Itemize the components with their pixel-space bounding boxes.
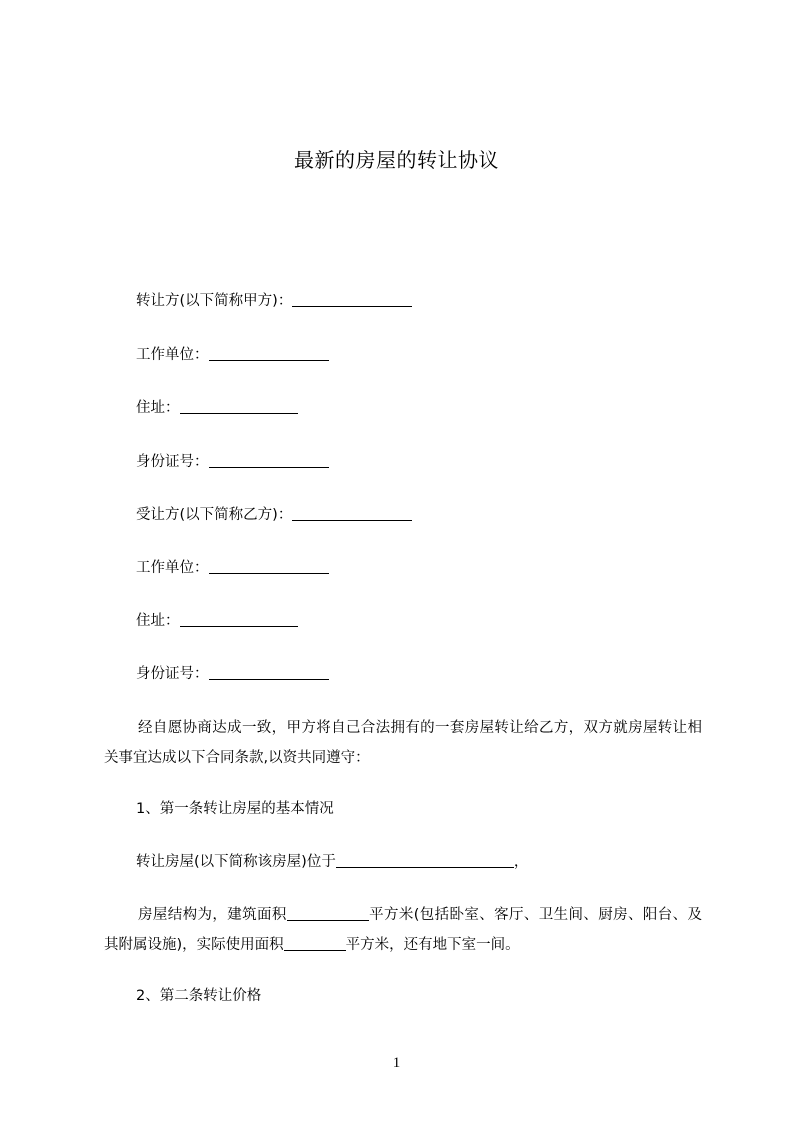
intro-paragraph: 经自愿协商达成一致，甲方将自己合法拥有的一套房屋转让给乙方，双方就房屋转让相关事宜达成以下合同条款,以资共同遵守： [104, 720, 702, 766]
page-number: 1 [392, 1055, 401, 1071]
structure-part-3: 平方米，还有地下室一间。 [345, 937, 520, 953]
party-a-id-blank[interactable] [209, 453, 329, 468]
location-blank[interactable] [336, 853, 514, 868]
party-b-label: 受让方(以下简称乙方)： [136, 507, 293, 523]
party-a-work-unit-blank[interactable] [209, 346, 329, 361]
party-a-work-unit-line [136, 346, 329, 364]
party-b-work-unit-label: 工作单位： [136, 560, 209, 576]
party-a-line [136, 292, 412, 310]
party-b-address-blank[interactable] [180, 612, 298, 627]
party-b-id-line [136, 665, 329, 683]
party-b-work-unit-blank[interactable] [209, 559, 329, 574]
party-a-id-label: 身份证号： [136, 454, 209, 470]
building-area-blank[interactable] [287, 906, 369, 921]
party-a-label: 转让方(以下简称甲方)： [136, 293, 293, 309]
structure-paragraph [104, 900, 702, 960]
party-b-id-blank[interactable] [209, 665, 329, 680]
location-line [136, 853, 528, 871]
party-b-blank[interactable] [292, 506, 412, 521]
party-b-address-label: 住址： [136, 613, 180, 629]
party-b-work-unit-line [136, 559, 329, 577]
location-label: 转让房屋(以下简称该房屋)位于 [136, 854, 336, 870]
party-a-address-line [136, 399, 298, 417]
location-suffix: ， [513, 854, 529, 870]
party-b-line [136, 506, 412, 524]
party-a-work-unit-label: 工作单位： [136, 347, 209, 363]
section-1-heading: 1、第一条转让房屋的基本情况 [136, 801, 334, 817]
party-a-blank[interactable] [292, 292, 412, 307]
party-b-address-line [136, 612, 298, 630]
party-a-id-line [136, 453, 329, 471]
party-b-id-label: 身份证号： [136, 666, 209, 682]
party-a-address-label: 住址： [136, 400, 180, 416]
structure-part-2: 平方米(包括卧室、客厅、卫生间、厨房、阳台、及其附属设施)，实际使用面积 [104, 907, 703, 953]
usable-area-blank[interactable] [284, 936, 346, 951]
party-a-address-blank[interactable] [180, 399, 298, 414]
document-title: 最新的房屋的转让协议 [294, 148, 499, 172]
structure-part-1: 房屋结构为，建筑面积 [138, 907, 287, 923]
section-2-heading: 2、第二条转让价格 [136, 988, 262, 1004]
